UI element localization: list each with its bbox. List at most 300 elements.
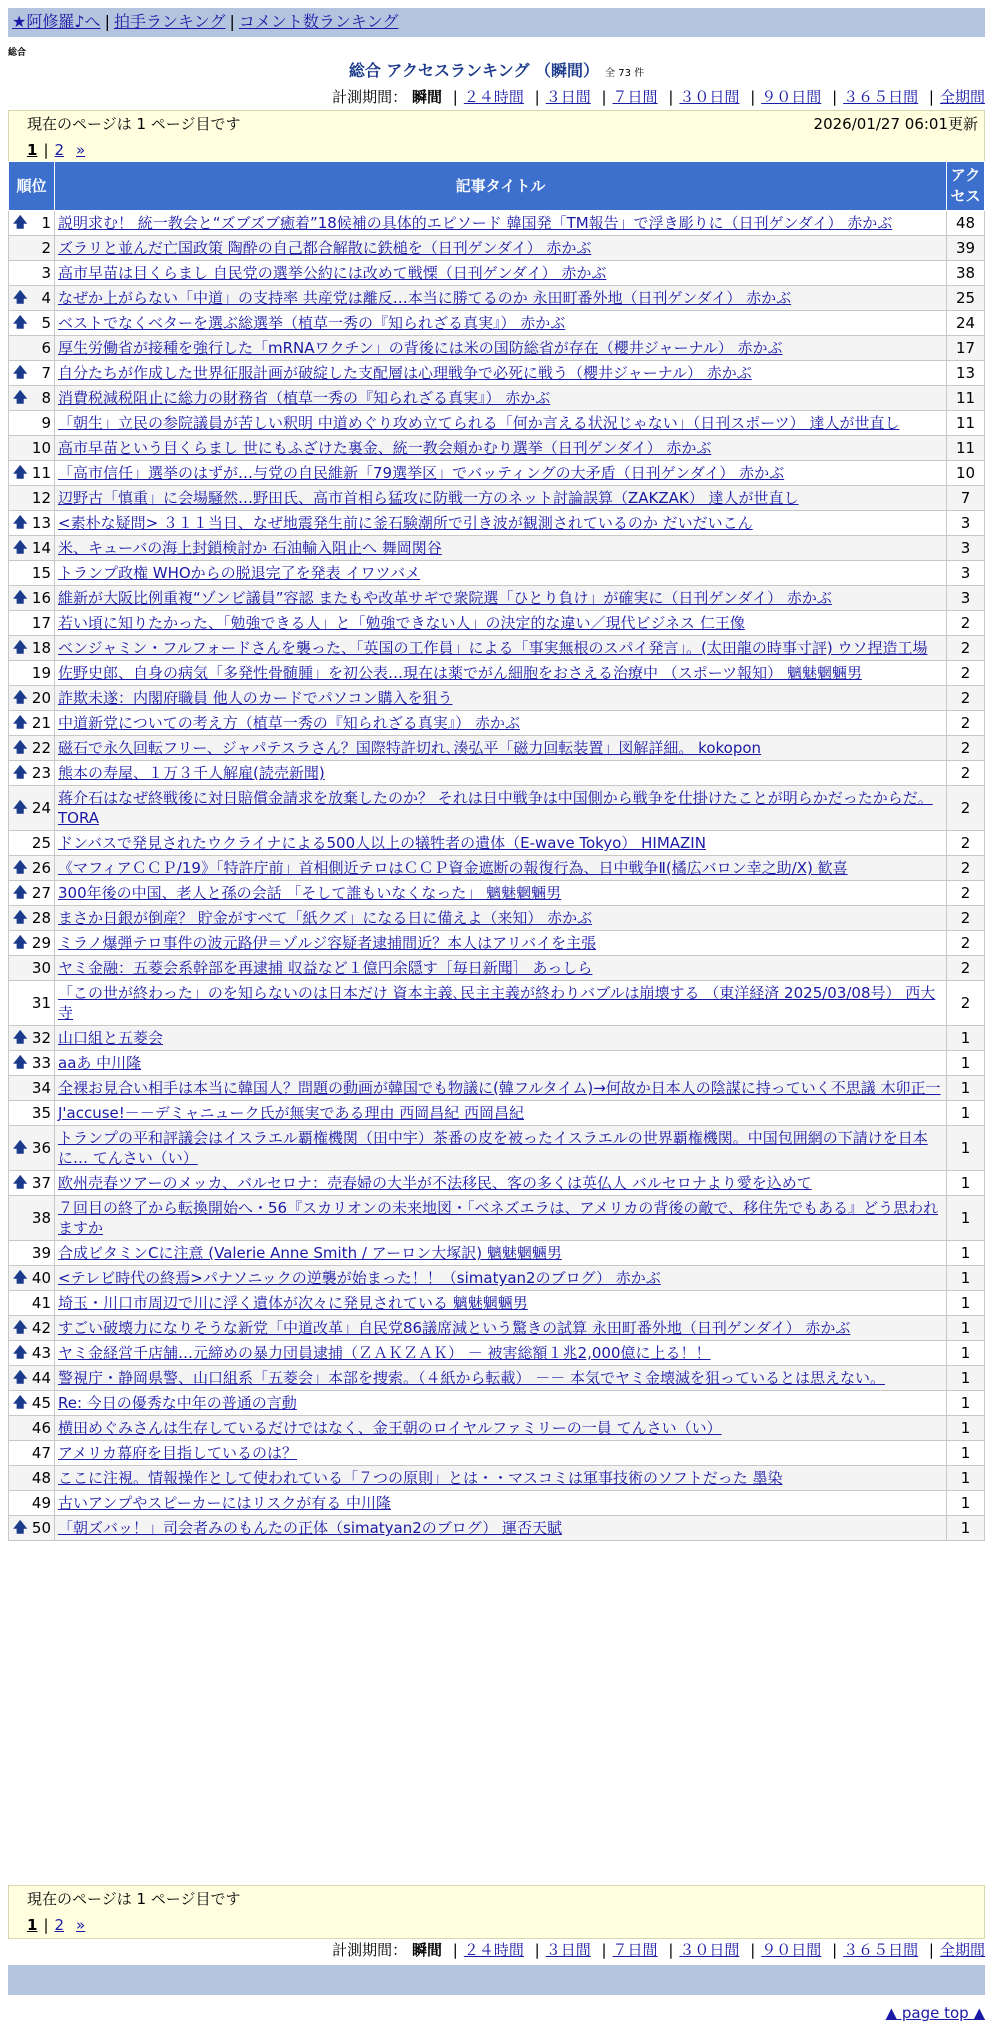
applause-ranking-link[interactable]: 拍手ランキング bbox=[113, 12, 226, 31]
access-count: 1 bbox=[947, 1241, 985, 1266]
rank-up-arrow-icon: 🡅 bbox=[13, 1055, 28, 1071]
rank-number: 18 bbox=[31, 639, 51, 657]
access-count: 1 bbox=[947, 1051, 985, 1076]
rank-cell bbox=[9, 1241, 55, 1266]
category-label: 総合 bbox=[8, 48, 27, 58]
rank-cell bbox=[9, 1391, 55, 1416]
rank-cell bbox=[9, 586, 55, 611]
article-title-link[interactable]: ドンバスで発見されたウクライナによる500人以上の犠牲者の遺体（E-wave Tokyo） HIMAZIN bbox=[58, 834, 706, 852]
access-count: 3 bbox=[947, 586, 985, 611]
table-row bbox=[9, 1076, 985, 1101]
rank-up-arrow-icon: 🡅 bbox=[13, 465, 28, 481]
table-row bbox=[9, 1341, 985, 1366]
rank-cell bbox=[9, 1076, 55, 1101]
article-title-link[interactable]: ヤミ金融：五菱会系幹部を再逮捕 収益など１億円余隠す［毎日新聞］ あっしら bbox=[58, 959, 593, 977]
rank-number: 12 bbox=[31, 489, 51, 507]
table-row bbox=[9, 311, 985, 336]
rank-number: 26 bbox=[31, 859, 51, 877]
rank-number: 43 bbox=[31, 1344, 51, 1362]
access-count: 2 bbox=[947, 611, 985, 636]
rank-up-arrow-icon: 🡅 bbox=[13, 1320, 28, 1336]
period-24h-link[interactable]: ２４時間 bbox=[463, 88, 524, 106]
period-selector-bottom: 計測期間： 瞬間 | ２４時間 | ３日間 | ７日間 | ３０日間 | ９０日間 | ３６５日間 | 全期間 bbox=[332, 1941, 985, 1959]
access-count: 39 bbox=[947, 236, 985, 261]
title-cell bbox=[55, 1126, 947, 1171]
rank-up-arrow-icon: 🡅 bbox=[13, 1345, 28, 1361]
title-cell bbox=[55, 211, 947, 236]
table-row bbox=[9, 561, 985, 586]
article-title-link[interactable]: 「この世が終わった」のを知らないのは日本だけ 資本主義､民主主義が終わりバブルは崩壊する （東洋経済 2025/03/08号） 西大寺 bbox=[58, 984, 936, 1022]
table-row bbox=[9, 831, 985, 856]
rank-number: 49 bbox=[31, 1494, 51, 1512]
title-cell bbox=[55, 786, 947, 831]
table-row bbox=[9, 1391, 985, 1416]
title-cell bbox=[55, 536, 947, 561]
article-title-link[interactable]: 自分たちが作成した世界征服計画が破綻した支配層は心理戦争で必死に戦う（櫻井ジャーナル） 赤かぶ bbox=[58, 364, 752, 382]
title-cell bbox=[55, 906, 947, 931]
title-cell bbox=[55, 436, 947, 461]
table-row bbox=[9, 436, 985, 461]
rank-number: 25 bbox=[31, 834, 51, 852]
table-row bbox=[9, 511, 985, 536]
access-count: 11 bbox=[947, 436, 985, 461]
rank-cell bbox=[9, 1051, 55, 1076]
access-count: 1 bbox=[947, 1196, 985, 1241]
rank-up-arrow-icon: 🡅 bbox=[13, 910, 28, 926]
separator: | bbox=[104, 12, 110, 31]
title-cell bbox=[55, 336, 947, 361]
period-7d-link-bottom[interactable]: ７日間 bbox=[612, 1941, 658, 1959]
title-cell bbox=[55, 311, 947, 336]
table-row bbox=[9, 1101, 985, 1126]
table-row bbox=[9, 1196, 985, 1241]
rank-cell bbox=[9, 636, 55, 661]
article-title-link[interactable]: 「高市信任」選挙のはずが…与党の自民維新「79選挙区」でバッティングの大矛盾（日刊ゲンダイ） 赤かぶ bbox=[58, 464, 785, 482]
period-90d-link-bottom[interactable]: ９０日間 bbox=[761, 1941, 822, 1959]
access-count: 1 bbox=[947, 1126, 985, 1171]
article-title-link[interactable]: トランプ政権 WHOからの脱退完了を発表 イワツバメ bbox=[58, 564, 421, 582]
title-cell bbox=[55, 486, 947, 511]
title-cell bbox=[55, 831, 947, 856]
period-all-link[interactable]: 全期間 bbox=[939, 88, 985, 106]
title-cell bbox=[55, 1266, 947, 1291]
period-90d-link[interactable]: ９０日間 bbox=[761, 88, 822, 106]
article-title-link[interactable]: ズラリと並んだ亡国政策 陶酔の自己都合解散に鉄槌を（日刊ゲンダイ） 赤かぶ bbox=[58, 239, 592, 257]
table-row bbox=[9, 211, 985, 236]
article-title-link[interactable]: J'accuse!－－デミャニューク氏が無実である理由 西岡昌紀 西岡昌紀 bbox=[58, 1104, 525, 1122]
updated-time: 2026/01/27 06:01更新 bbox=[813, 115, 978, 133]
title-cell bbox=[55, 856, 947, 881]
rank-cell bbox=[9, 486, 55, 511]
period-label-bottom: 計測期間： bbox=[332, 1941, 408, 1959]
rank-cell bbox=[9, 1466, 55, 1491]
access-count: 7 bbox=[947, 486, 985, 511]
article-title-link[interactable]: <テレビ時代の終焉>パナソニックの逆襲が始まった！！（simatyan2のブログ） 赤かぶ bbox=[58, 1269, 661, 1287]
title-cell bbox=[55, 1076, 947, 1101]
table-row bbox=[9, 1441, 985, 1466]
bottom-bar bbox=[8, 1965, 985, 1995]
page-2-link-bottom[interactable]: 2 bbox=[54, 1916, 65, 1934]
rank-cell bbox=[9, 1171, 55, 1196]
article-title-link[interactable]: ここに注視。情報操作として使われている「７つの原則」とは・・マスコミは軍事技術のソフトだった 墨染 bbox=[58, 1469, 783, 1487]
article-title-link[interactable]: 合成ビタミンCに注意 (Valerie Anne Smith / アーロン大塚訳) 魑魅魍魎男 bbox=[58, 1244, 562, 1262]
table-row bbox=[9, 636, 985, 661]
rank-up-arrow-icon: 🡅 bbox=[13, 290, 28, 306]
table-header-row bbox=[9, 162, 985, 211]
access-count: 3 bbox=[947, 511, 985, 536]
article-title-link[interactable]: 《マフィアＣＣＰ/19》「特許庁前」首相側近テロはＣＣＰ資金遮断の報復行為、日中戦争Ⅱ(橘広バロン幸之助/X) 歓喜 bbox=[58, 859, 848, 877]
rank-number: 31 bbox=[31, 994, 51, 1012]
article-title-link[interactable]: ベンジャミン・フルフォードさんを襲った、「英国の工作員」による「事実無根のスパイ発言」。(太田龍の時事寸評) ウソ捏造工場 bbox=[58, 639, 928, 657]
title-cell bbox=[55, 686, 947, 711]
access-count: 2 bbox=[947, 711, 985, 736]
article-title-link[interactable]: 辺野古「慎重」に会場騒然…野田氏、高市首相ら猛攻に防戦一方のネット討論誤算（ZAKZAK） 達人が世直し bbox=[58, 489, 799, 507]
table-row bbox=[9, 1051, 985, 1076]
access-count: 2 bbox=[947, 956, 985, 981]
rank-number: 37 bbox=[31, 1174, 51, 1192]
access-count: 17 bbox=[947, 336, 985, 361]
table-row bbox=[9, 931, 985, 956]
title-cell bbox=[55, 1491, 947, 1516]
article-title-link[interactable]: <素朴な疑問> ３１１当日、なぜ地震発生前に釜石験潮所で引き波が観測されているのか だいだいこん bbox=[58, 514, 753, 532]
table-row bbox=[9, 906, 985, 931]
rank-cell bbox=[9, 361, 55, 386]
article-title-link[interactable]: 欧州売春ツアーのメッカ、バルセロナ：売春婦の大半が不法移民、客の多くは英仏人 バルセロナより愛を込めて bbox=[58, 1174, 812, 1192]
article-title-link[interactable]: 高市早苗は目くらまし 自民党の選挙公約には改めて戦慄（日刊ゲンダイ） 赤かぶ bbox=[58, 264, 607, 282]
rank-up-arrow-icon: 🡅 bbox=[13, 640, 28, 656]
rank-cell bbox=[9, 831, 55, 856]
access-count: 2 bbox=[947, 906, 985, 931]
article-title-link[interactable]: 磁石で永久回転フリー、ジャパテスラさん？国際特許切れ､湊弘平「磁力回転装置」図解詳細。 kokopon bbox=[58, 739, 762, 757]
table-row bbox=[9, 856, 985, 881]
page-status-bottom: 現在のページは 1 ページ目です bbox=[27, 1890, 241, 1908]
article-title-link[interactable]: 山口組と五菱会 bbox=[58, 1029, 164, 1047]
rank-up-arrow-icon: 🡅 bbox=[13, 1140, 28, 1156]
title-cell bbox=[55, 586, 947, 611]
rank-number: 46 bbox=[31, 1419, 51, 1437]
article-title-link[interactable]: 若い頃に知りたかった、「勉強できる人」と「勉強できない人」の決定的な違い／現代ビジネス 仁王像 bbox=[58, 614, 745, 632]
access-count: 2 bbox=[947, 661, 985, 686]
article-title-link[interactable]: アメリカ幕府を目指しているのは？ bbox=[58, 1444, 297, 1462]
table-row bbox=[9, 981, 985, 1026]
article-title-link[interactable]: まさか日銀が倒産？ 貯金がすべて「紙クズ」になる日に備えよ（来知） 赤かぶ bbox=[58, 909, 593, 927]
access-count: 1 bbox=[947, 1266, 985, 1291]
access-count: 1 bbox=[947, 1491, 985, 1516]
article-title-link[interactable]: 中道新党についての考え方（植草一秀の『知られざる真実』） 赤かぶ bbox=[58, 714, 520, 732]
rank-up-arrow-icon: 🡅 bbox=[13, 540, 28, 556]
title-cell bbox=[55, 1316, 947, 1341]
article-title-link[interactable]: ヤミ金経営千店舗…元締めの暴力団員逮捕（ＺＡＫＺＡＫ） － 被害総額１兆2,000億に上る！！ bbox=[58, 1344, 711, 1362]
article-title-link[interactable]: 警視庁・静岡県警、山口組系「五菱会」本部を捜索。（４紙から転載） －－ 本気でヤミ金壊滅を狙っているとは思えない。 bbox=[58, 1369, 886, 1387]
rank-number: 30 bbox=[31, 959, 51, 977]
header-access: アクセス bbox=[947, 162, 985, 211]
rank-number: 45 bbox=[31, 1394, 51, 1412]
access-count: 1 bbox=[947, 1441, 985, 1466]
title-cell bbox=[55, 1391, 947, 1416]
access-count: 1 bbox=[947, 1291, 985, 1316]
article-title-link[interactable]: トランプの平和評議会はイスラエル覇権機関（田中宇）茶番の皮を被ったイスラエルの世界覇権機関。中国包囲網の下請けを日本に… てんさい（い） bbox=[58, 1129, 928, 1167]
period-30d-link[interactable]: ３０日間 bbox=[679, 88, 740, 106]
access-count: 2 bbox=[947, 931, 985, 956]
rank-number: 36 bbox=[31, 1139, 51, 1157]
rank-number: 17 bbox=[31, 614, 51, 632]
pager-top: 現在のページは 1 ページ目です 2026/01/27 06:01更新 1 | 2 » bbox=[8, 110, 985, 164]
article-title-link[interactable]: 維新が大阪比例重複“ゾンビ議員”容認 またもや改革サギで衆院選「ひとり負け」が確実に（日刊ゲンダイ） 赤かぶ bbox=[58, 589, 832, 607]
rank-cell bbox=[9, 211, 55, 236]
current-page: 1 bbox=[27, 141, 38, 159]
title-cell bbox=[55, 511, 947, 536]
rank-cell bbox=[9, 1291, 55, 1316]
article-title-link[interactable]: 埼玉・川口市周辺で川に浮く遺体が次々に発見されている 魑魅魍魎男 bbox=[58, 1294, 528, 1312]
article-title-link[interactable]: 300年後の中国、老人と孫の会話 「そして誰もいなくなった」 魑魅魍魎男 bbox=[58, 884, 562, 902]
rank-up-arrow-icon: 🡅 bbox=[13, 860, 28, 876]
period-all-link-bottom[interactable]: 全期間 bbox=[939, 1941, 985, 1959]
rank-number: 16 bbox=[31, 589, 51, 607]
table-row bbox=[9, 236, 985, 261]
article-title-link[interactable]: ベストでなくベターを選ぶ総選挙（植草一秀の『知られざる真実』） 赤かぶ bbox=[58, 314, 566, 332]
rank-number: 41 bbox=[31, 1294, 51, 1312]
table-row bbox=[9, 1171, 985, 1196]
table-row bbox=[9, 1366, 985, 1391]
rank-up-arrow-icon: 🡅 bbox=[13, 390, 28, 406]
article-title-link[interactable]: 古いアンプやスピーカーにはリスクが有る 中川隆 bbox=[58, 1494, 391, 1512]
rank-cell bbox=[9, 336, 55, 361]
article-title-link[interactable]: 消費税減税阻止に総力の財務省（植草一秀の『知られざる真実』） 赤かぶ bbox=[58, 389, 551, 407]
table-row bbox=[9, 536, 985, 561]
rank-number: 14 bbox=[31, 539, 51, 557]
rank-up-arrow-icon: 🡅 bbox=[13, 590, 28, 606]
rank-cell bbox=[9, 1366, 55, 1391]
rank-number: 42 bbox=[31, 1319, 51, 1337]
period-3d-link[interactable]: ３日間 bbox=[545, 88, 591, 106]
rank-cell bbox=[9, 736, 55, 761]
access-count: 1 bbox=[947, 1076, 985, 1101]
rank-up-arrow-icon: 🡅 bbox=[13, 715, 28, 731]
access-count: 11 bbox=[947, 411, 985, 436]
access-count: 2 bbox=[947, 881, 985, 906]
rank-cell bbox=[9, 1126, 55, 1171]
rank-cell bbox=[9, 511, 55, 536]
period-3d-link-bottom[interactable]: ３日間 bbox=[545, 1941, 591, 1959]
rank-number: 8 bbox=[41, 389, 51, 407]
rank-cell bbox=[9, 1441, 55, 1466]
table-row bbox=[9, 1316, 985, 1341]
rank-cell bbox=[9, 661, 55, 686]
article-title-link[interactable]: ミラノ爆弾テロ事件の波元路伊＝ゾルジ容疑者逮捕間近？本人はアリバイを主張 bbox=[58, 934, 597, 952]
title-cell bbox=[55, 1441, 947, 1466]
rank-cell bbox=[9, 1316, 55, 1341]
title-cell bbox=[55, 1466, 947, 1491]
period-365d-link[interactable]: ３６５日間 bbox=[843, 88, 919, 106]
access-count: 2 bbox=[947, 831, 985, 856]
top-nav-bar bbox=[8, 8, 985, 37]
access-count: 2 bbox=[947, 686, 985, 711]
period-365d-link-bottom[interactable]: ３６５日間 bbox=[843, 1941, 919, 1959]
rank-cell bbox=[9, 711, 55, 736]
rank-number: 11 bbox=[31, 464, 51, 482]
article-title-link[interactable]: 高市早苗という目くらまし 世にもふざけた裏金、統一教会頬かむり選挙（日刊ゲンダイ） 赤かぶ bbox=[58, 439, 712, 457]
rank-cell bbox=[9, 761, 55, 786]
article-title-link[interactable]: 横田めぐみさんは生存しているだけではなく、金王朝のロイヤルファミリーの一員 てんさい（い） bbox=[58, 1419, 722, 1437]
rank-cell bbox=[9, 956, 55, 981]
period-label: 計測期間： bbox=[332, 88, 408, 106]
title-cell bbox=[55, 1291, 947, 1316]
article-title-link[interactable]: 「朝生」立民の参院議員が苦しい釈明 中道めぐり攻め立てられる「何か言える状況じゃない」（日刊スポーツ） 達人が世直し bbox=[58, 414, 900, 432]
article-title-link[interactable]: なぜか上がらない「中道」の支持率 共産党は離反…本当に勝てるのか 永田町番外地（日刊ゲンダイ） 赤かぶ bbox=[58, 289, 792, 307]
table-row bbox=[9, 1516, 985, 1541]
article-title-link[interactable]: 詐欺未遂：内閣府職員 他人のカードでパソコン購入を狙う bbox=[58, 689, 453, 707]
rank-number: 5 bbox=[41, 314, 51, 332]
rank-number: 1 bbox=[41, 214, 51, 232]
rank-up-arrow-icon: 🡅 bbox=[13, 885, 28, 901]
table-row bbox=[9, 661, 985, 686]
access-count: 3 bbox=[947, 561, 985, 586]
rank-up-arrow-icon: 🡅 bbox=[13, 740, 28, 756]
page-2-link[interactable]: 2 bbox=[54, 141, 65, 159]
total-count: 全 73 件 bbox=[605, 68, 645, 79]
table-row bbox=[9, 881, 985, 906]
article-title-link[interactable]: 米、キューバの海上封鎖検討か 石油輸入阻止へ 舞岡関谷 bbox=[58, 539, 442, 557]
rank-number: 35 bbox=[31, 1104, 51, 1122]
page-top-link[interactable]: ▲ page top ▲ bbox=[885, 2004, 985, 2022]
title-cell bbox=[55, 1416, 947, 1441]
rank-number: 38 bbox=[31, 1209, 51, 1227]
article-title-link[interactable]: 熊本の寿屋、１万３千人解雇(読売新聞) bbox=[58, 764, 325, 782]
rank-number: 10 bbox=[31, 439, 51, 457]
current-page-bottom: 1 bbox=[27, 1916, 38, 1934]
rank-number: 39 bbox=[31, 1244, 51, 1262]
title-cell bbox=[55, 956, 947, 981]
title-cell bbox=[55, 1051, 947, 1076]
period-7d-link[interactable]: ７日間 bbox=[612, 88, 658, 106]
table-row bbox=[9, 586, 985, 611]
period-current: 瞬間 bbox=[411, 88, 442, 106]
title-cell bbox=[55, 1341, 947, 1366]
rank-number: 40 bbox=[31, 1269, 51, 1287]
rank-cell bbox=[9, 906, 55, 931]
article-title-link[interactable]: すごい破壊力になりそうな新党「中道改革」自民党86議席減という驚きの試算 永田町番外地（日刊ゲンダイ） 赤かぶ bbox=[58, 1319, 851, 1337]
rank-cell bbox=[9, 536, 55, 561]
rank-number: 15 bbox=[31, 564, 51, 582]
access-count: 1 bbox=[947, 1316, 985, 1341]
rank-cell bbox=[9, 261, 55, 286]
period-24h-link-bottom[interactable]: ２４時間 bbox=[463, 1941, 524, 1959]
table-row bbox=[9, 411, 985, 436]
title-cell bbox=[55, 236, 947, 261]
rank-number: 33 bbox=[31, 1054, 51, 1072]
rank-number: 48 bbox=[31, 1469, 51, 1487]
access-count: 2 bbox=[947, 856, 985, 881]
rank-cell bbox=[9, 461, 55, 486]
table-row bbox=[9, 761, 985, 786]
period-30d-link-bottom[interactable]: ３０日間 bbox=[679, 1941, 740, 1959]
rank-cell bbox=[9, 1516, 55, 1541]
article-title-link[interactable]: 蒋介石はなぜ終戦後に対日賠償金請求を放棄したのか？ それは日中戦争は中国側から戦争を仕掛けたことが明らかだったからだ。 TORA bbox=[58, 789, 933, 827]
home-link[interactable]: ★阿修羅♪へ bbox=[12, 12, 101, 31]
table-row bbox=[9, 1126, 985, 1171]
rank-cell bbox=[9, 611, 55, 636]
rank-number: 23 bbox=[31, 764, 51, 782]
rank-cell bbox=[9, 1026, 55, 1051]
article-title-link[interactable]: 厚生労働省が接種を強行した「mRNAワクチン」の背後には米の国防総省が存在（櫻井ジャーナル） 赤かぶ bbox=[58, 339, 783, 357]
title-cell bbox=[55, 261, 947, 286]
page-status: 現在のページは 1 ページ目です bbox=[27, 115, 241, 133]
rank-number: 2 bbox=[41, 239, 51, 257]
rank-number: 34 bbox=[31, 1079, 51, 1097]
ranking-table bbox=[8, 161, 985, 1541]
rank-up-arrow-icon: 🡅 bbox=[13, 1370, 28, 1386]
header-title: 記事タイトル bbox=[55, 162, 947, 211]
period-selector-top: 計測期間： 瞬間 | ２４時間 | ３日間 | ７日間 | ３０日間 | ９０日間 | ３６５日間 | 全期間 bbox=[332, 88, 985, 106]
rank-cell bbox=[9, 856, 55, 881]
rank-number: 21 bbox=[31, 714, 51, 732]
period-current-bottom: 瞬間 bbox=[411, 1941, 442, 1959]
access-count: 1 bbox=[947, 1516, 985, 1541]
title-cell bbox=[55, 1366, 947, 1391]
rank-up-arrow-icon: 🡅 bbox=[13, 1270, 28, 1286]
title-cell bbox=[55, 461, 947, 486]
rank-up-arrow-icon: 🡅 bbox=[13, 690, 28, 706]
access-count: 2 bbox=[947, 736, 985, 761]
table-row bbox=[9, 1416, 985, 1441]
access-count: 1 bbox=[947, 1101, 985, 1126]
article-title-link[interactable]: ７回目の終了から転換開始へ・56『スカリオンの未来地図・「ベネズエラは、アメリカの背後の敵で、移住先でもある』どう思われますか bbox=[58, 1199, 939, 1237]
rank-cell bbox=[9, 311, 55, 336]
article-title-link[interactable]: aaあ 中川隆 bbox=[58, 1054, 142, 1072]
article-title-link[interactable]: 「朝ズバッ！」司会者みのもんたの正体（simatyan2のブログ） 運否天賦 bbox=[58, 1519, 563, 1537]
access-count: 1 bbox=[947, 1416, 985, 1441]
rank-up-arrow-icon: 🡅 bbox=[13, 1030, 28, 1046]
rank-cell bbox=[9, 1341, 55, 1366]
table-row bbox=[9, 611, 985, 636]
rank-cell bbox=[9, 561, 55, 586]
table-row bbox=[9, 786, 985, 831]
access-count: 1 bbox=[947, 1026, 985, 1051]
rank-up-arrow-icon: 🡅 bbox=[13, 365, 28, 381]
table-row bbox=[9, 1291, 985, 1316]
rank-up-arrow-icon: 🡅 bbox=[13, 765, 28, 781]
access-count: 11 bbox=[947, 386, 985, 411]
rank-cell bbox=[9, 881, 55, 906]
rank-number: 27 bbox=[31, 884, 51, 902]
article-title-link[interactable]: Re: 今日の優秀な中年の普通の言動 bbox=[58, 1394, 297, 1412]
title-cell bbox=[55, 386, 947, 411]
access-count: 3 bbox=[947, 536, 985, 561]
comment-ranking-link[interactable]: コメント数ランキング bbox=[238, 12, 399, 31]
next-page-link-bottom[interactable]: » bbox=[76, 1916, 86, 1934]
rank-up-arrow-icon: 🡅 bbox=[13, 1395, 28, 1411]
next-page-link[interactable]: » bbox=[76, 141, 86, 159]
rank-number: 3 bbox=[41, 264, 51, 282]
title-cell bbox=[55, 661, 947, 686]
article-title-link[interactable]: 佐野史郎、自身の病気「多発性骨髄腫」を初公表…現在は薬でがん細胞をおさえる治療中 （スポーツ報知） 魑魅魍魎男 bbox=[58, 664, 862, 682]
table-row bbox=[9, 336, 985, 361]
access-count: 1 bbox=[947, 1171, 985, 1196]
table-row bbox=[9, 1026, 985, 1051]
access-count: 2 bbox=[947, 981, 985, 1026]
table-row bbox=[9, 286, 985, 311]
rank-number: 7 bbox=[41, 364, 51, 382]
title-cell bbox=[55, 561, 947, 586]
rank-cell bbox=[9, 1491, 55, 1516]
rank-number: 32 bbox=[31, 1029, 51, 1047]
rank-cell bbox=[9, 436, 55, 461]
access-count: 1 bbox=[947, 1341, 985, 1366]
access-count: 10 bbox=[947, 461, 985, 486]
article-title-link[interactable]: 全裸お見合い相手は本当に韓国人？問題の動画が韓国でも物議に(韓フルタイム)→何故か日本人の陰謀に持っていく不思議 木卯正一 bbox=[58, 1079, 941, 1097]
access-count: 25 bbox=[947, 286, 985, 311]
article-title-link[interactable]: 説明求む！ 統一教会と“ズブズブ癒着”18候補の具体的エピソード 韓国発「TM報告」で浮き彫りに（日刊ゲンダイ） 赤かぶ bbox=[58, 214, 893, 232]
